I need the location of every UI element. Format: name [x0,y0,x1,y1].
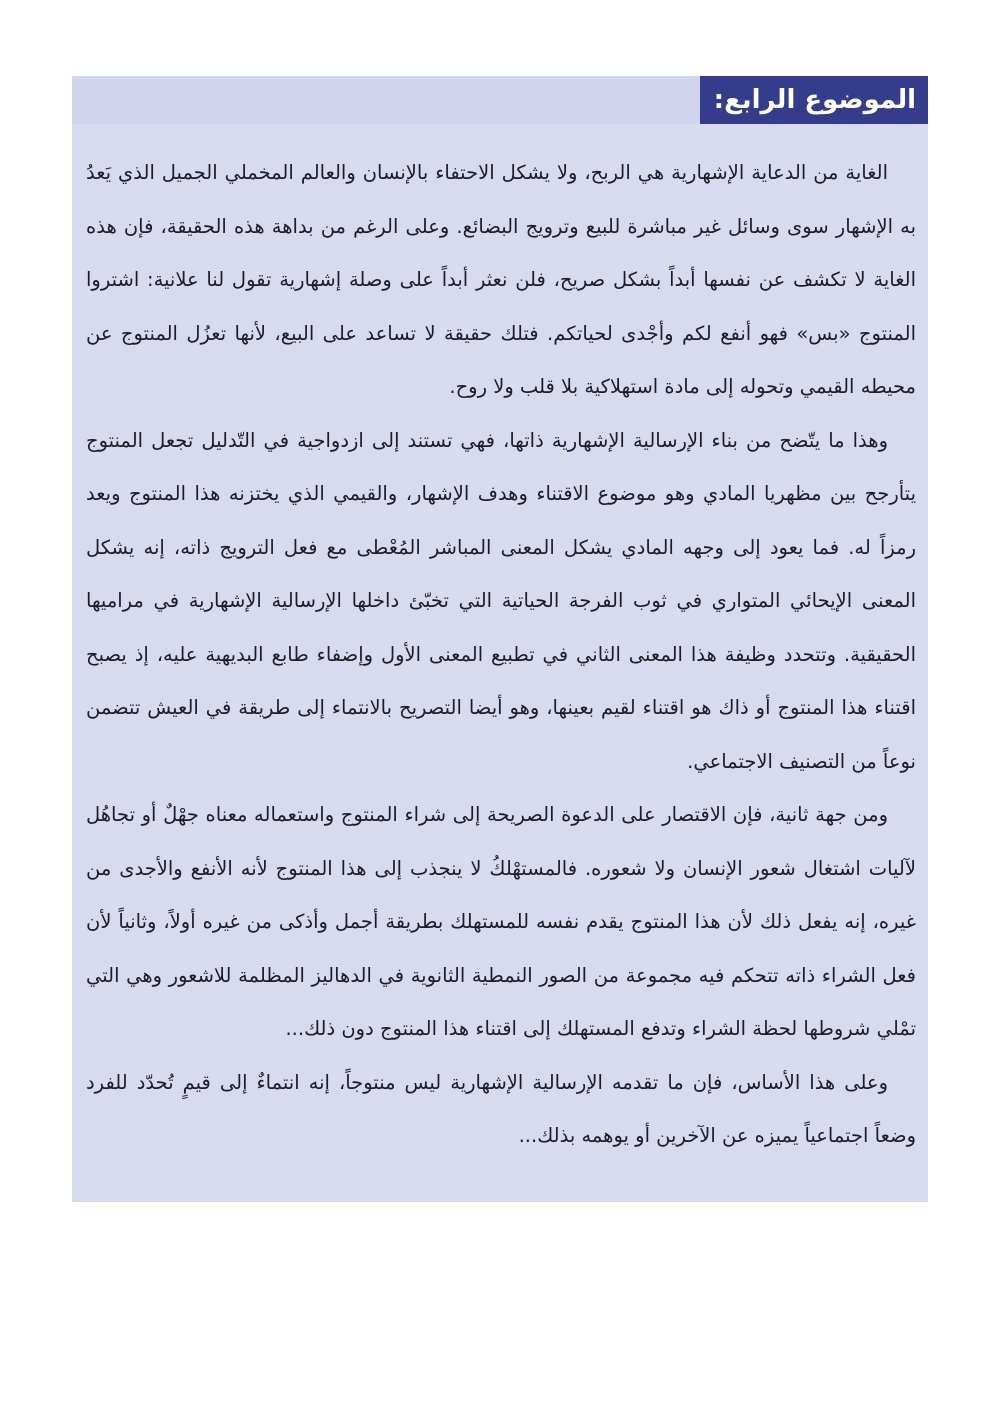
paragraph-4: وعلى هذا الأساس، فإن ما تقدمه الإرسالية الإشهارية ليس منتوجاً، إنه انتماءٌ إلى قيمٍ تُحدّد للفرد وضعاً اجتماعياً يميزه عن الآخرين أو يوهمه بذلك... [86,1070,916,1147]
body-text [86,146,916,1163]
paragraph-2: وهذا ما يتّضح من بناء الإرسالية الإشهارية ذاتها، فهي تستند إلى ازدواجية في التّدليل تجعل المنتوج يتأرجح بين مظهريا المادي وهو موضوع الاقتناء وهدف الإشهار، والقيمي الذي يختزنه هذا المنتوج ويعد رمزاً له. فما يعود إلى وجهه المادي يشكل المعنى المباشر المُعْطى مع فعل الترويج ذاته، إنه يشكل المعنى الإيحائي المتواري في ثوب الفرجة الحياتية التي تخبّئ داخلها الإرسالية الإشهارية في مراميها الحقيقية. وتتحدد وظيفة هذا المعنى الثاني في تطبيع المعنى الأول وإضفاء طابع البديهية عليه، إذ يصبح اقتناء هذا المنتوج أو ذاك هو اقتناء لقيم بعينها، وهو أيضا التصريح بالانتماء إلى طريقة في العيش تتضمن نوعاً من التصنيف الاجتماعي. [86,428,916,773]
paragraph-1: الغاية من الدعاية الإشهارية هي الربح، ولا يشكل الاحتفاء بالإنسان والعالم المخملي الجميل الذي يَعدُ به الإشهار سوى وسائل غير مباشرة للبيع وترويج البضائع. وعلى الرغم من بداهة هذه الحقيقة، فإن هذه الغاية لا تكشف عن نفسها أبداً بشكل صريح، فلن نعثر أبداً على وصلة إشهارية تقول لنا علانية: اشتروا المنتوج «بس» فهو أنفع لكم وأجْدى لحياتكم. فتلك حقيقة لا تساعد على البيع، لأنها تعزُل المنتوج عن محيطه القيمي وتحوله إلى مادة استهلاكية بلا قلب ولا روح. [86,161,916,398]
heading-bar [72,76,928,124]
section-title: الموضوع الرابع: [700,76,928,124]
document-panel [72,76,928,1202]
paragraph-3: ومن جهة ثانية، فإن الاقتصار على الدعوة الصريحة إلى شراء المنتوج واستعماله معناه جهْلٌ أو تجاهُل لآليات اشتغال شعور الإنسان ولا شعوره. فالمستهْلكُ لا ينجذب إلى هذا المنتوج لأنه الأنفع والأجدى من غيره، إنه يفعل ذلك لأن هذا المنتوج يقدم نفسه للمستهلك بطريقة أجمل وأذكى من غيره أولاً، وثانياً لأن فعل الشراء ذاته تتحكم فيه مجموعة من الصور النمطية الثانوية في الدهاليز المظلمة للاشعور وهي التي تمْلي شروطها لحظة الشراء وتدفع المستهلك إلى اقتناء هذا المنتوج دون ذلك... [86,803,916,1040]
